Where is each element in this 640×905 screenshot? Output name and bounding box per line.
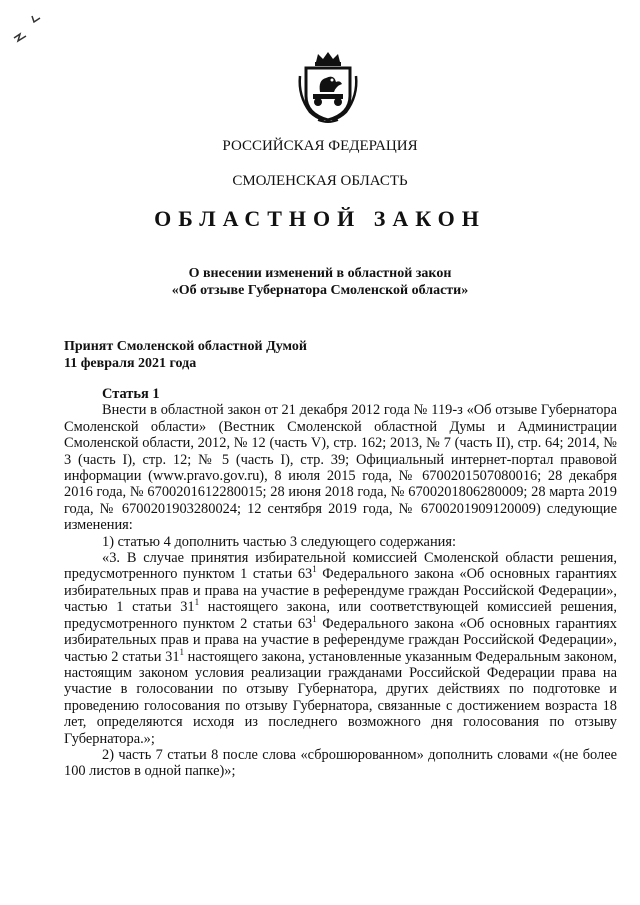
handwritten-mark-icon [10,8,50,48]
law-title-line: «Об отзыве Губернатора Смоленской области» [171,283,469,298]
quote-text: Федерального закона «Об основных гарантиях избирательных прав и права на участие в референдуме граждан Российской Федерации», частью 2 статьи 31 [64,615,617,665]
region-heading: СМОЛЕНСКАЯ ОБЛАСТЬ [232,173,408,189]
adoption-info [64,338,307,372]
quote-text: Федерального закона «Об основных гарантиях избирательных прав и права на участие в референдуме граждан Российской Федерации», частью 1 статьи 31 [64,566,617,616]
law-body [64,386,617,780]
federation-heading: РОССИЙСКАЯ ФЕДЕРАЦИЯ [222,138,418,154]
article-intro-paragraph: Внести в областной закон от 21 декабря 2012 года № 119-з «Об отзыве Губернатора Смоленской области» (Вестник Смоленской областной Думы и Администрации Смоленской области, 2012, № 12 (часть V), стр. 162; 2013, № 7 (часть II), стр. 64; 2014, № 3 (часть I), стр. 12; № 5 (часть I), стр. 39; Официальный интернет-портал правовой информации (www.pravo.gov.ru), 8 июля 2015 года, № 6700201507080016; 28 декабря 2016 года, № 6700201612280015; 28 июня 2018 года, № 6700201806280009; 28 марта 2019 года, № 6700201903280024; 12 сентября 2019 года, № 6700201909120009) следующие изменения: [64,402,617,534]
amendment-item-2: 2) часть 7 статьи 8 после слова «сброшюрованном» дополнить словами «(не более 100 листов в одной папке)»; [64,746,617,780]
superscript: 1 [312,564,317,575]
article-heading: Статья 1 [102,386,160,402]
quote-text: настоящего закона, или соответствующей комиссией решения, предусмотренного пунктом 2 статьи 63 [64,599,617,632]
document-type-heading: ОБЛАСТНОЙ ЗАКОН [154,206,486,231]
quote-text: настоящего закона, установленные указанным Федеральным законом, настоящим законом условия реализации гражданами Российской Федерации права на участие в голосовании по отзыву Губернатора, других действиях по подготовке и проведению голосования по отзыву Губернатора, связанные с достижением возраста 18 лет, определяются исходя из последнего возможного дня голосования по отзыву Губернатора.»; [64,648,617,747]
quoted-amendment-paragraph [64,550,617,747]
superscript: 1 [179,646,185,657]
law-title [0,265,640,299]
superscript: 1 [194,597,200,608]
smolensk-coat-of-arms-icon [296,50,360,124]
amendment-item-1: 1) статью 4 дополнить частью 3 следующего содержания: [102,533,456,550]
law-title-line: О внесении изменений в областной закон [188,266,452,281]
adoption-date: 11 февраля 2021 года [64,356,197,371]
quote-text: «3. В случае принятия избирательной комиссией Смоленской области решения, предусмотренного пунктом 1 статьи 63 [64,550,617,583]
adoption-body: Принят Смоленской областной Думой [64,339,307,354]
superscript: 1 [312,613,317,624]
